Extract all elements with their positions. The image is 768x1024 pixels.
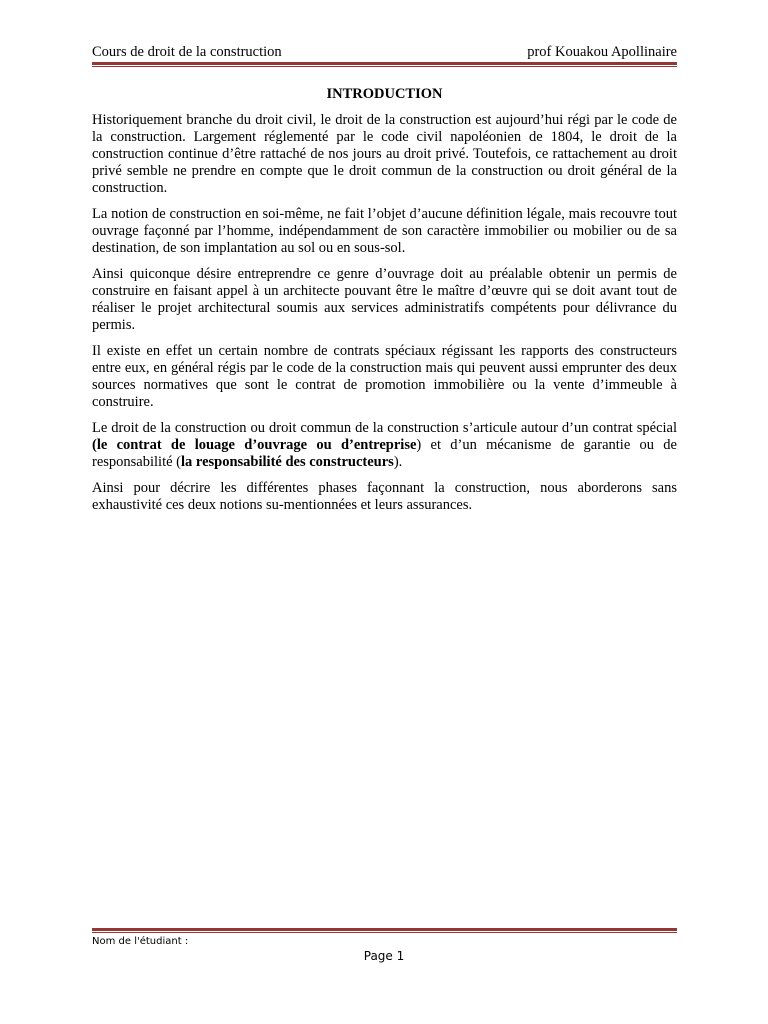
liability-term: la responsabilité des constructeurs — [181, 454, 394, 470]
paragraph-5 — [92, 420, 677, 471]
header-rule — [92, 62, 677, 67]
footer-rule — [92, 928, 677, 933]
paragraph-5-text-a: Le droit de la construction ou droit commun de la construction s’articule autour d’un contrat spécial — [92, 420, 677, 436]
section-title: INTRODUCTION — [326, 86, 443, 102]
paragraph-5-text-b: ) et d’un mécanisme de garantie ou de responsabilité ( — [92, 437, 677, 470]
paragraph-6: Ainsi pour décrire les différentes phases façonnant la construction, nous aborderons sans exhaustivité ces deux notions su-mentionnées et leurs assurances. — [92, 480, 677, 513]
author-name: prof Kouakou Apollinaire — [527, 44, 677, 60]
page-header — [92, 42, 677, 62]
document-body — [92, 84, 677, 523]
page-number: Page 1 — [363, 949, 405, 963]
student-name-label: Nom de l'étudiant : — [92, 936, 189, 947]
paragraph-4: Il existe en effet un certain nombre de contrats spéciaux régissant les rapports des constructeurs entre eux, en général régis par le code de la construction mais qui peuvent aussi emprunter des deux sources normatives que sont le contrat de promotion immobilière ou la vente d’immeuble à construire. — [92, 343, 677, 410]
paragraph-5-text-c: ). — [393, 454, 403, 470]
paragraph-1: Historiquement branche du droit civil, le droit de la construction est aujourd’hui régi par le code de la construction. Largement réglementé par le code civil napoléonien de 1804, le droit de la construction continue d’être rattaché de nos jours au droit privé. Toutefois, ce rattachement au droit privé semble ne prendre en compte que le droit commun de la construction ou droit général de la construction. — [92, 112, 677, 196]
paragraph-3: Ainsi quiconque désire entreprendre ce genre d’ouvrage doit au préalable obtenir un permis de construire en faisant appel à un architecte pouvant être le maître d’œuvre qui se doit avant tout de réaliser le projet architectural soumis aux services administratifs compétents pour délivrance du permis. — [92, 266, 677, 333]
course-title: Cours de droit de la construction — [92, 44, 282, 60]
paragraph-2: La notion de construction en soi-même, ne fait l’objet d’aucune définition légale, mais recouvre tout ouvrage façonné par l’homme, indépendamment de son caractère immobilier ou mobilier ou de sa destination, de son implantation au sol ou en sous-sol. — [92, 206, 677, 256]
contract-term: (le contrat de louage d’ouvrage ou d’entreprise — [92, 437, 417, 453]
